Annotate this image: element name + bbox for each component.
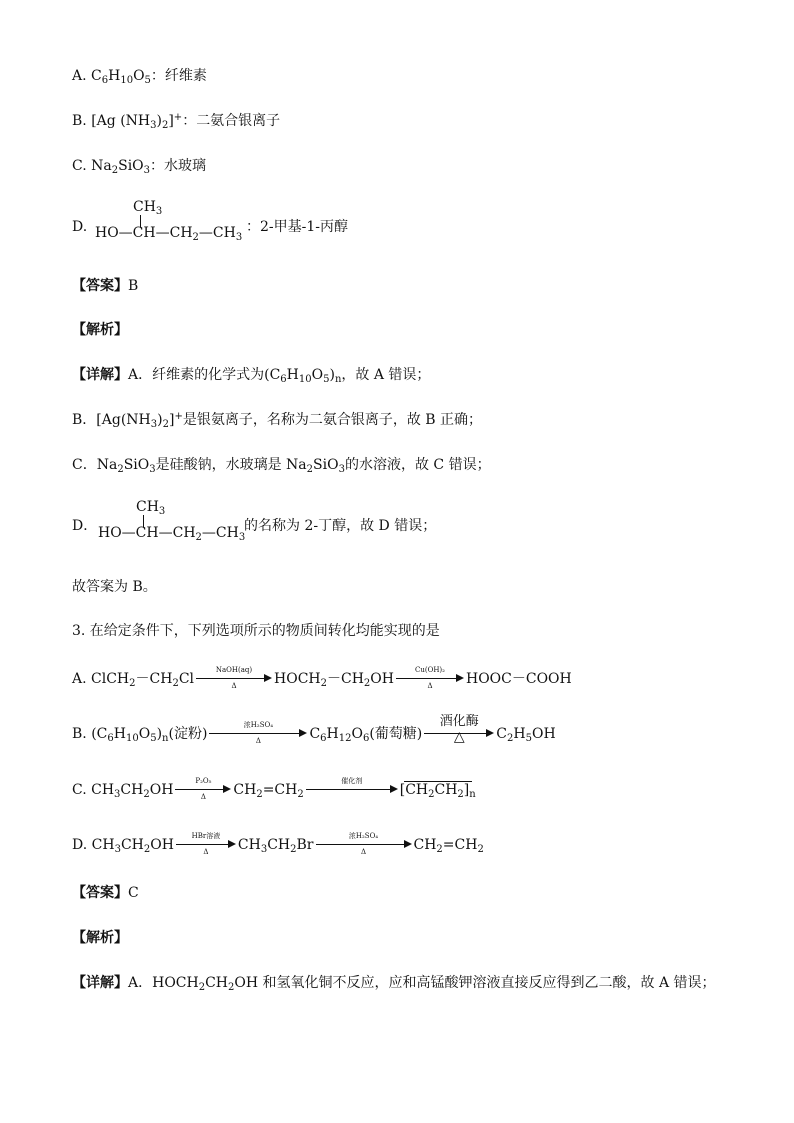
reaction-arrow: HBr溶液 Δ [176, 834, 236, 856]
detail-1-d-structure: $CH_3$ $HO—CH—CH_2—CH_3$ [98, 499, 246, 543]
option-c: C. $Na_2SiO_3$：水玻璃 [72, 158, 207, 176]
reaction-arrow: 酒化酶 △ [424, 723, 494, 745]
reaction-arrow: NaOH(aq) Δ [196, 668, 272, 690]
reaction-arrow: 浓H₂SO₄ Δ [209, 723, 307, 745]
option-d-structure: $CH_3$ $HO—CH—CH_2—CH_3$ [95, 199, 243, 243]
option-d-name: ：2-甲基-1-丙醇 [246, 219, 349, 235]
reaction-arrow: 催化剂 [306, 779, 398, 801]
cellulose-formula: $C_6H_{10}O_5$ [91, 68, 151, 86]
question-3-option-b: B. $(C_6H_{10}O_5)_n$(淀粉) 浓H₂SO₄ Δ $C_6H_{12}O_6$(葡萄糖) 酒化酶 △ $C_2H_5OH$ [72, 714, 556, 745]
detail-1-b: B．$[Ag(NH_3)_2]^+$是银氨离子，名称为二氨合银离子，故 B 正确； [72, 411, 483, 430]
conclusion-1: 故答案为 B。 [72, 579, 157, 595]
analysis-1: 【解析】 [72, 322, 128, 338]
polymer-unit: $[CH_2CH_2]_n$ [399, 782, 476, 800]
question-3-option-d: D. $CH_3CH_2OH$ HBr溶液 Δ $CH_3CH_2Br$ 浓H₂SO₄ Δ $CH_2=CH_2$ [72, 832, 484, 856]
question-3-option-a: A. $ClCH_2-CH_2Cl$ NaOH(aq) Δ $HOCH_2-CH_2OH$ $\frac{\text{Cu(OH)₂}}{\Delta}$ HOOC－COOH [72, 666, 572, 690]
answer-3: 【答案】C [72, 885, 139, 901]
detail-1-d-label: D． [72, 518, 98, 534]
question-3-stem: 3. 在给定条件下，下列选项所示的物质间转化均能实现的是 [72, 623, 440, 639]
reaction-arrow: $\frac{\text{P₂O₅}}{\Delta}$ [175, 779, 231, 801]
option-b: B. [Ag $(NH_3)_2]^+$：二氨合银离子 [72, 112, 281, 131]
option-a: A. $C_6H_{10}O_5$：纤维素 [72, 68, 207, 86]
analysis-3: 【解析】 [72, 930, 128, 946]
reaction-arrow: 浓H₂SO₄ Δ [316, 834, 412, 856]
detail-1-d-text: 的名称为 2-丁醇，故 D 错误； [244, 518, 437, 534]
answer-1: 【答案】B [72, 278, 139, 294]
option-d-label: D. [72, 219, 88, 235]
detail-1-a: 【详解】A．纤维素的化学式为$(C_6H_{10}O_5)_n$，故 A 错误； [72, 367, 431, 385]
reaction-arrow: $\frac{\text{Cu(OH)₂}}{\Delta}$ [396, 668, 464, 690]
question-3-option-c: C. $CH_3CH_2OH$ $\frac{\text{P₂O₅}}{\Delta}$ $CH_2=CH_2$ 催化剂 $[CH_2CH_2]_n$ [72, 777, 476, 801]
detail-3-a: 【详解】A．$HOCH_2CH_2OH$ 和氢氧化铜不反应，应和高锰酸钾溶液直接反应得到乙二酸，故 A 错误； [72, 975, 716, 993]
detail-1-c: C．$Na_2SiO_3$是硅酸钠，水玻璃是 $Na_2SiO_3$的水溶液，故 C 错误； [72, 457, 491, 475]
